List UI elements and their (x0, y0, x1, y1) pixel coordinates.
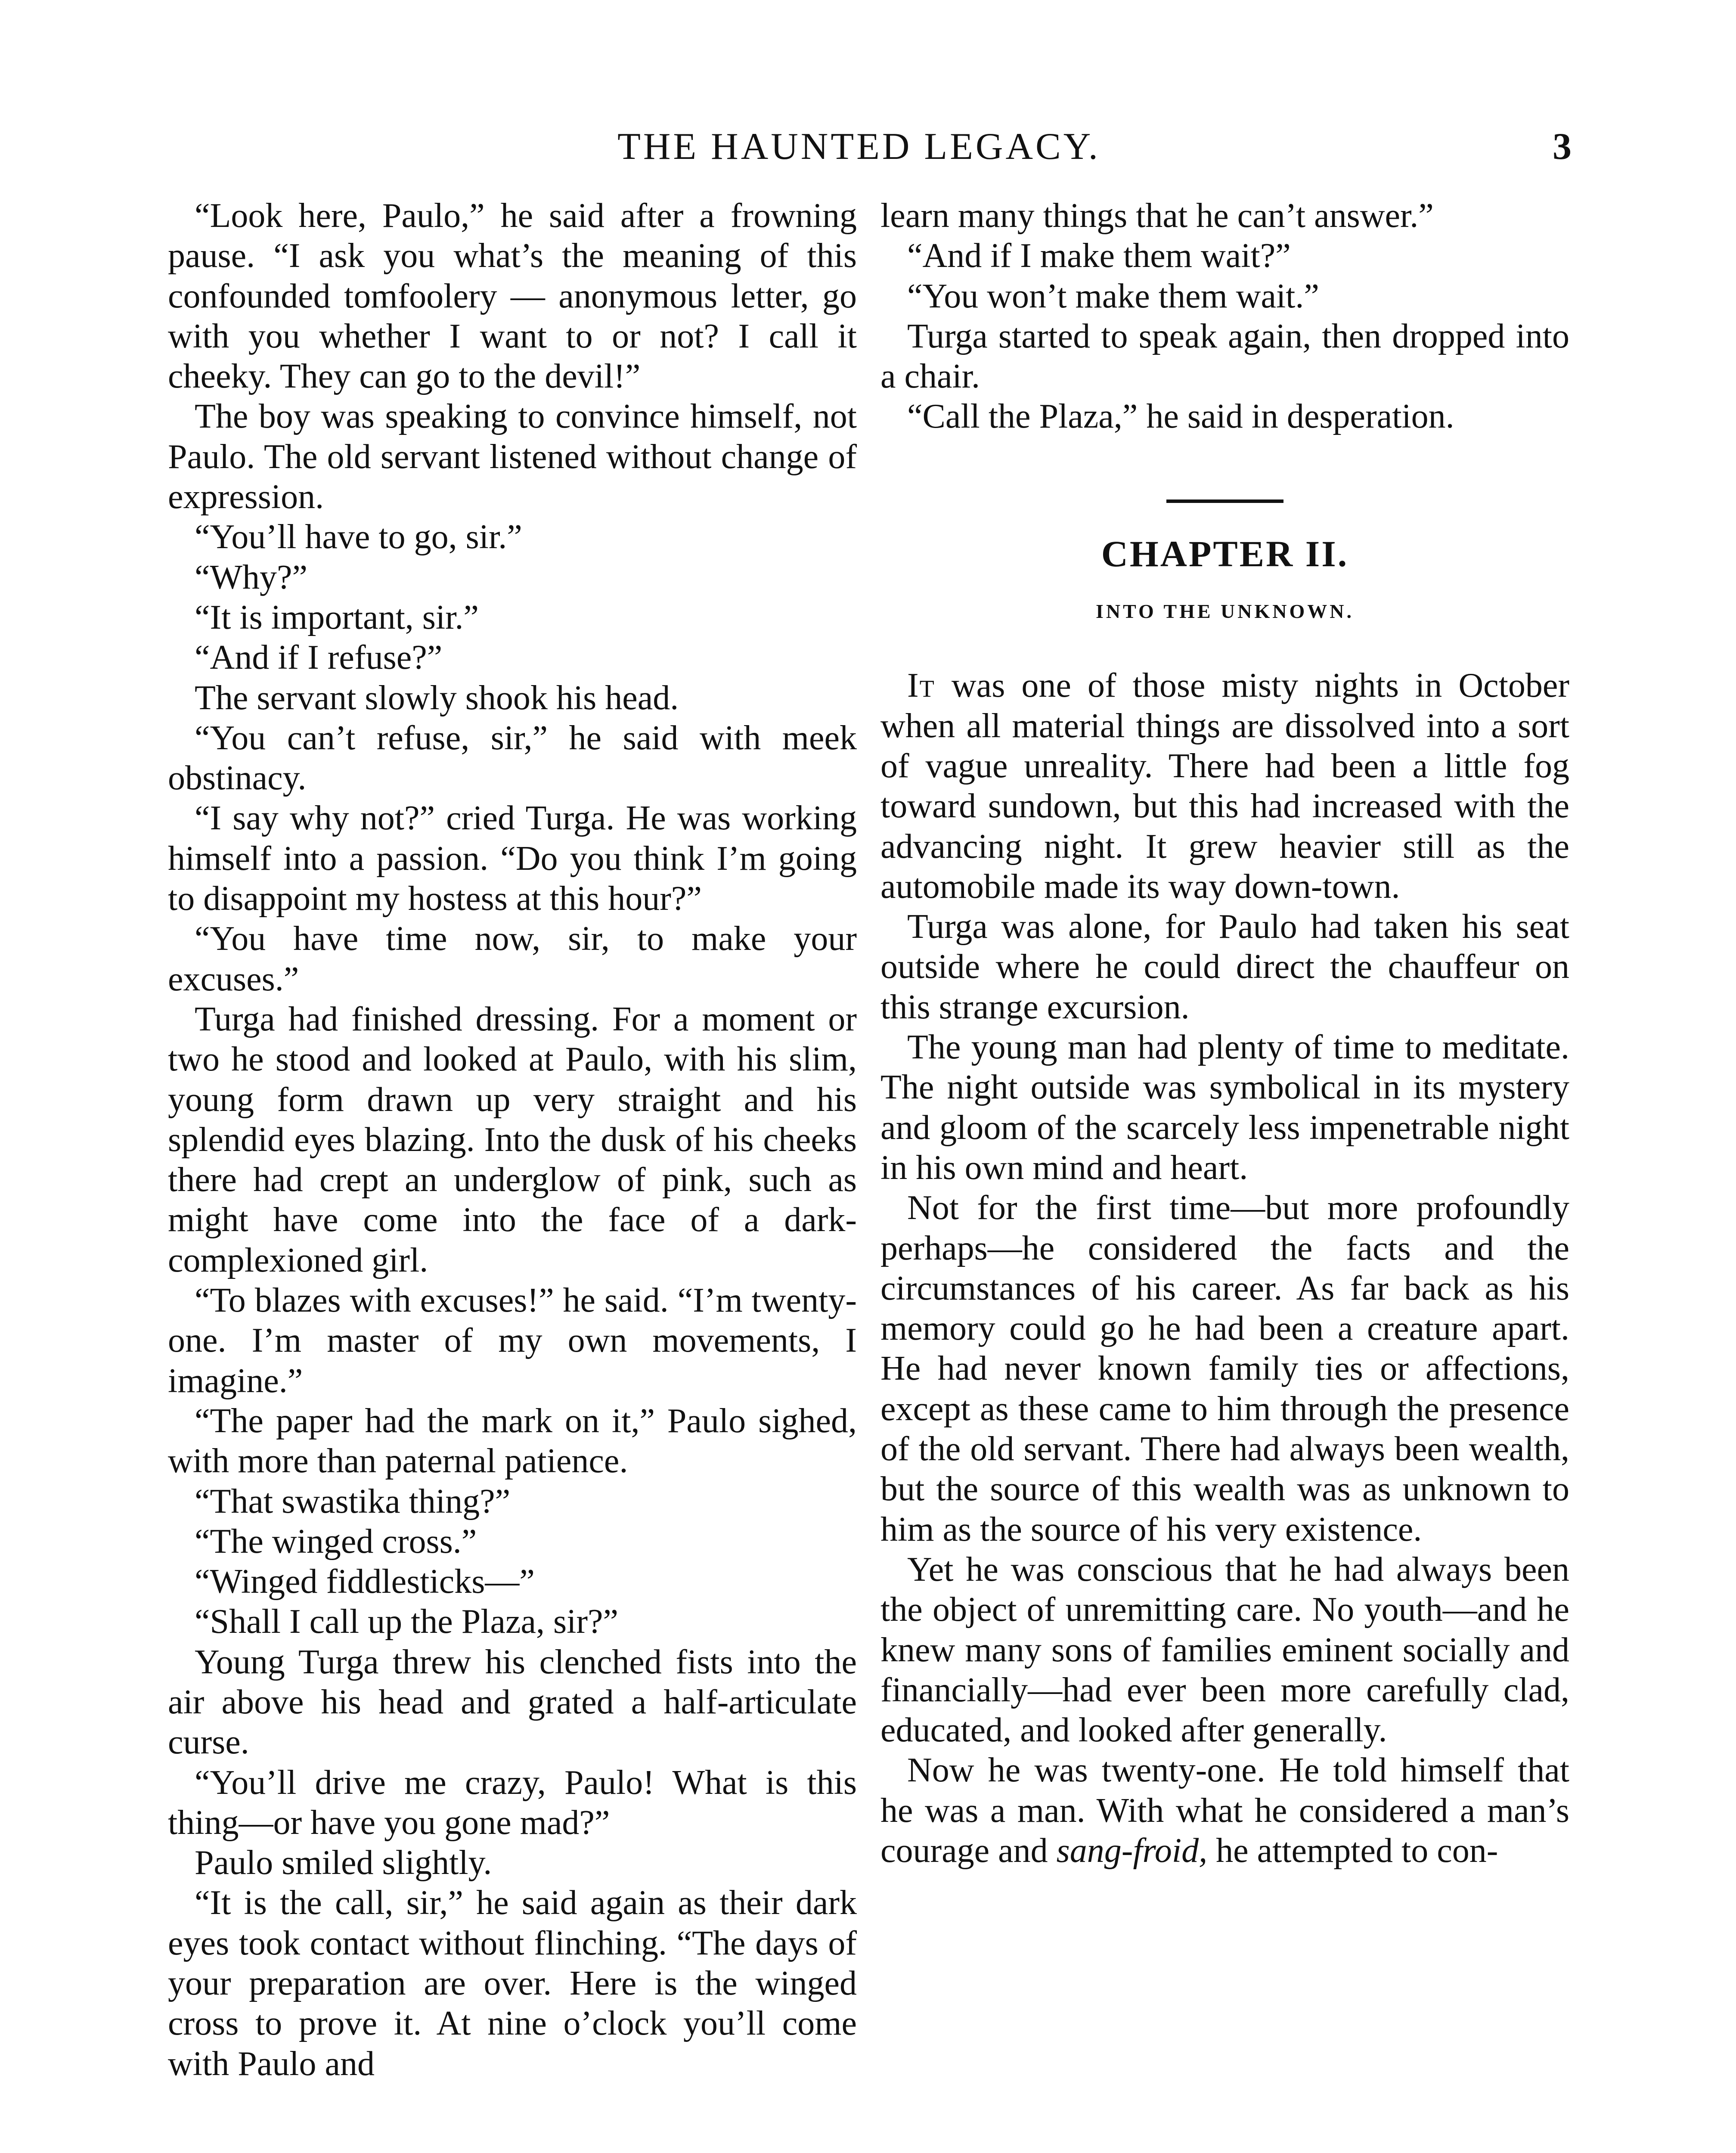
paragraph: “Call the Plaza,” he said in desperation. (907, 397, 1454, 436)
paragraph: “You’ll drive me crazy, Paulo! What is this thing—or have you gone mad?” (168, 1763, 857, 1842)
paragraph: “To blazes with excuses!” he said. “I’m twenty-one. I’m master of my own movements, I imagine.” (168, 1281, 857, 1400)
paragraph: “And if I refuse?” (195, 639, 443, 677)
paragraph: “You can’t refuse, sir,” he said with meek obstinacy. (168, 719, 857, 797)
paragraph: The servant slowly shook his head. (195, 679, 679, 717)
running-header (142, 125, 1576, 177)
paragraph: “It is the call, sir,” he said again as their dark eyes took contact without flinching. “The days of your preparation are over. Here is the winged cross to prove it. At nine o’clock you’ll come with Paulo and (168, 1884, 857, 2083)
page-number: 3 (1553, 126, 1572, 168)
opening-text: was one of those misty nights in October when all material things are dissolved into a sort of vague unreality. There had been a little fog toward sundown, but this had increased with the advancing night. It grew heavier still as the automobile made its way down-town. (880, 667, 1569, 906)
paragraph: “Shall I call up the Plaza, sir?” (195, 1603, 619, 1641)
opening-word: It (907, 667, 935, 705)
right-column (880, 196, 1569, 1871)
paragraph: Young Turga threw his clenched fists into the air above his head and grated a half-articulate curse. (168, 1643, 857, 1762)
right-column-top (880, 196, 1569, 437)
paragraph: “You’ll have to go, sir.” (195, 518, 522, 556)
paragraph: Paulo smiled slightly. (195, 1844, 492, 1882)
paragraph: “The paper had the mark on it,” Paulo sighed, with more than paternal patience. (168, 1402, 857, 1480)
last-paragraph (880, 1750, 1569, 1871)
paragraph: “And if I make them wait?” (907, 237, 1291, 275)
paragraph: “You won’t make them wait.” (907, 277, 1319, 315)
paragraph: “I say why not?” cried Turga. He was working himself into a passion. “Do you think I’m going to disappoint my hostess at this hour?” (168, 799, 857, 918)
paragraph: “Winged fiddlesticks—” (195, 1563, 535, 1601)
paragraph: “Why?” (195, 558, 308, 596)
last-paragraph-end: he attempted to con- (1207, 1831, 1498, 1870)
chapter-opening-paragraph (880, 666, 1569, 907)
paragraph: Turga was alone, for Paulo had taken his seat outside where he could direct the chauffeur on this strange excursion. (880, 908, 1569, 1026)
paragraph: Yet he was conscious that he had always been the object of unremitting care. No youth—and he knew many sons of families eminent socially and financially—had ever been more carefully clad, educated, and looked after generally. (880, 1550, 1569, 1750)
chapter-title: CHAPTER II. (1101, 533, 1349, 574)
running-title: THE HAUNTED LEGACY. (617, 126, 1100, 168)
paragraph: The boy was speaking to convince himself, not Paulo. The old servant listened without change of expression. (168, 397, 857, 516)
paragraph: Turga started to speak again, then dropped into a chair. (880, 317, 1569, 396)
paragraph: “It is important, sir.” (195, 598, 479, 636)
left-column (168, 196, 857, 2084)
italic-phrase: sang-froid, (1056, 1831, 1208, 1870)
paragraph: learn many things that he can’t answer.” (880, 197, 1434, 235)
paragraph: “The winged cross.” (195, 1522, 477, 1560)
paragraph: Not for the first time—but more profoundly perhaps—he considered the facts and the circumstances of his career. As far back as his memory could go he had been a creature apart. He had never known family ties or affections, except as these came to him through the presence of the old servant. There had always been wealth, but the source of this wealth was as unknown to him as the source of his very existence. (880, 1189, 1569, 1548)
chapter-subtitle: INTO THE UNKNOWN. (1095, 600, 1354, 623)
last-paragraph-text: Now he was twenty-one. He told himself that he was a man. With what he considered a man’s courage and (880, 1751, 1569, 1870)
paragraph: The young man had plenty of time to meditate. The night outside was symbolical in its mystery and gloom of the scarcely less impenetrable night in his own mind and heart. (880, 1028, 1569, 1187)
paragraph: “You have time now, sir, to make your excuses.” (168, 920, 857, 998)
chapter-body (880, 907, 1569, 1750)
chapter-divider (1166, 499, 1283, 503)
paragraph: “That swastika thing?” (195, 1482, 511, 1520)
paragraph: “Look here, Paulo,” he said after a frowning pause. “I ask you what’s the meaning of this confounded tomfoolery — anonymous letter, go with you whether I want to or not? I call it cheeky. They can go to the devil!” (168, 197, 857, 396)
paragraph: Turga had finished dressing. For a moment or two he stood and looked at Paulo, with his slim, young form drawn up very straight and his splendid eyes blazing. Into the dusk of his cheeks there had crept an underglow of pink, such as might have come into the face of a dark-complexioned girl. (168, 1000, 857, 1279)
